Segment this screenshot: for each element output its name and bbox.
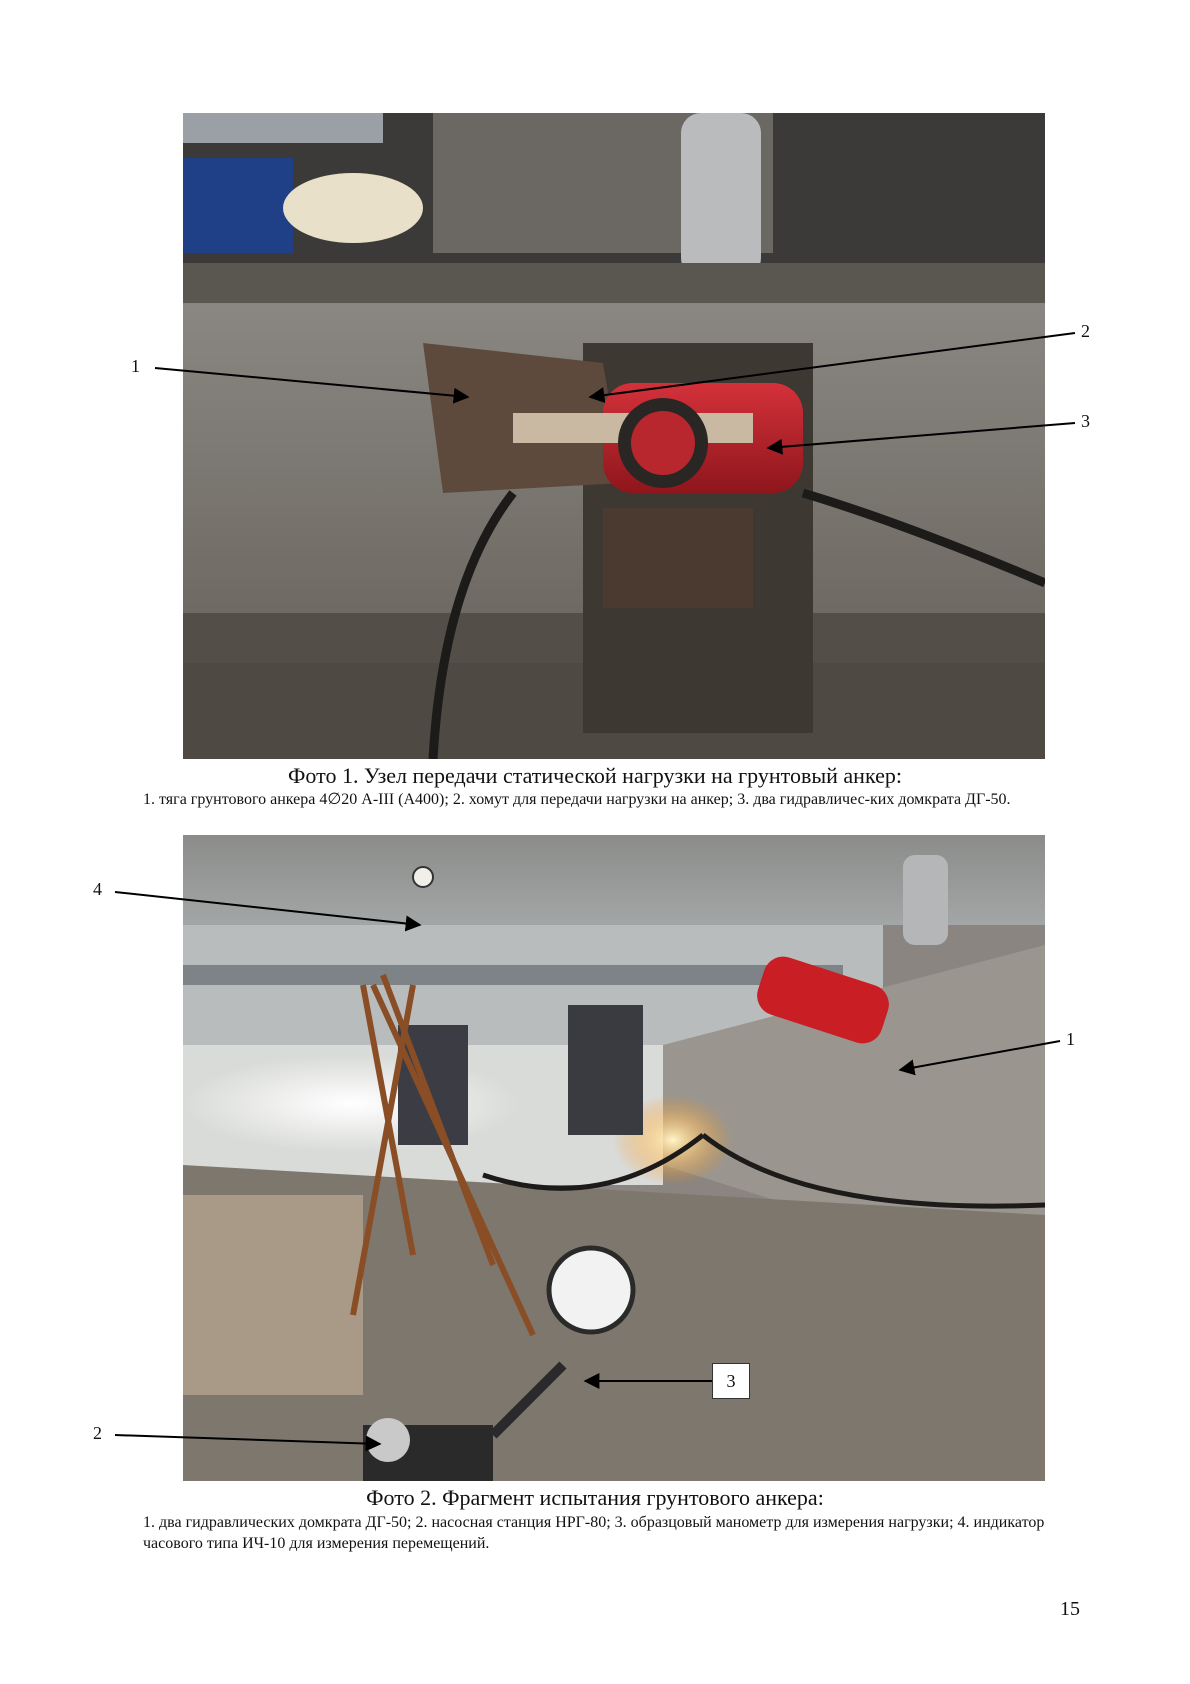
callout-label-pump: 2: [93, 1423, 102, 1443]
callout-label-1: 1: [131, 356, 140, 376]
page-number: 15: [1060, 1598, 1080, 1620]
photo-1-notes: 1. тяга грунтового анкера 4∅20 А-III (А400); 2. хомут для передачи нагрузки на анкер; 3. два гидравличес-ких домкрата ДГ-50.: [143, 791, 1011, 808]
photo-2: [183, 835, 1045, 1481]
photo-2-notes: 1. два гидравлических домкрата ДГ-50; 2. насосная станция НРГ-80; 3. образцовый манометр для измерения нагрузки; 4. индикатор часового типа ИЧ-10 для измерения перемещений.: [143, 1514, 1045, 1552]
callout-label-2: 2: [1081, 321, 1090, 341]
callout-label-4: 4: [93, 879, 102, 899]
callout-label-manometer: 3: [712, 1363, 750, 1399]
photo-1: [183, 113, 1045, 759]
photo-1-title: Фото 1. Узел передачи статической нагрузки на грунтовый анкер:: [288, 763, 902, 788]
photo-2-title: Фото 2. Фрагмент испытания грунтового анкера:: [366, 1485, 824, 1510]
callout-label-jacks: 1: [1066, 1029, 1075, 1049]
callout-label-3: 3: [1081, 411, 1090, 431]
